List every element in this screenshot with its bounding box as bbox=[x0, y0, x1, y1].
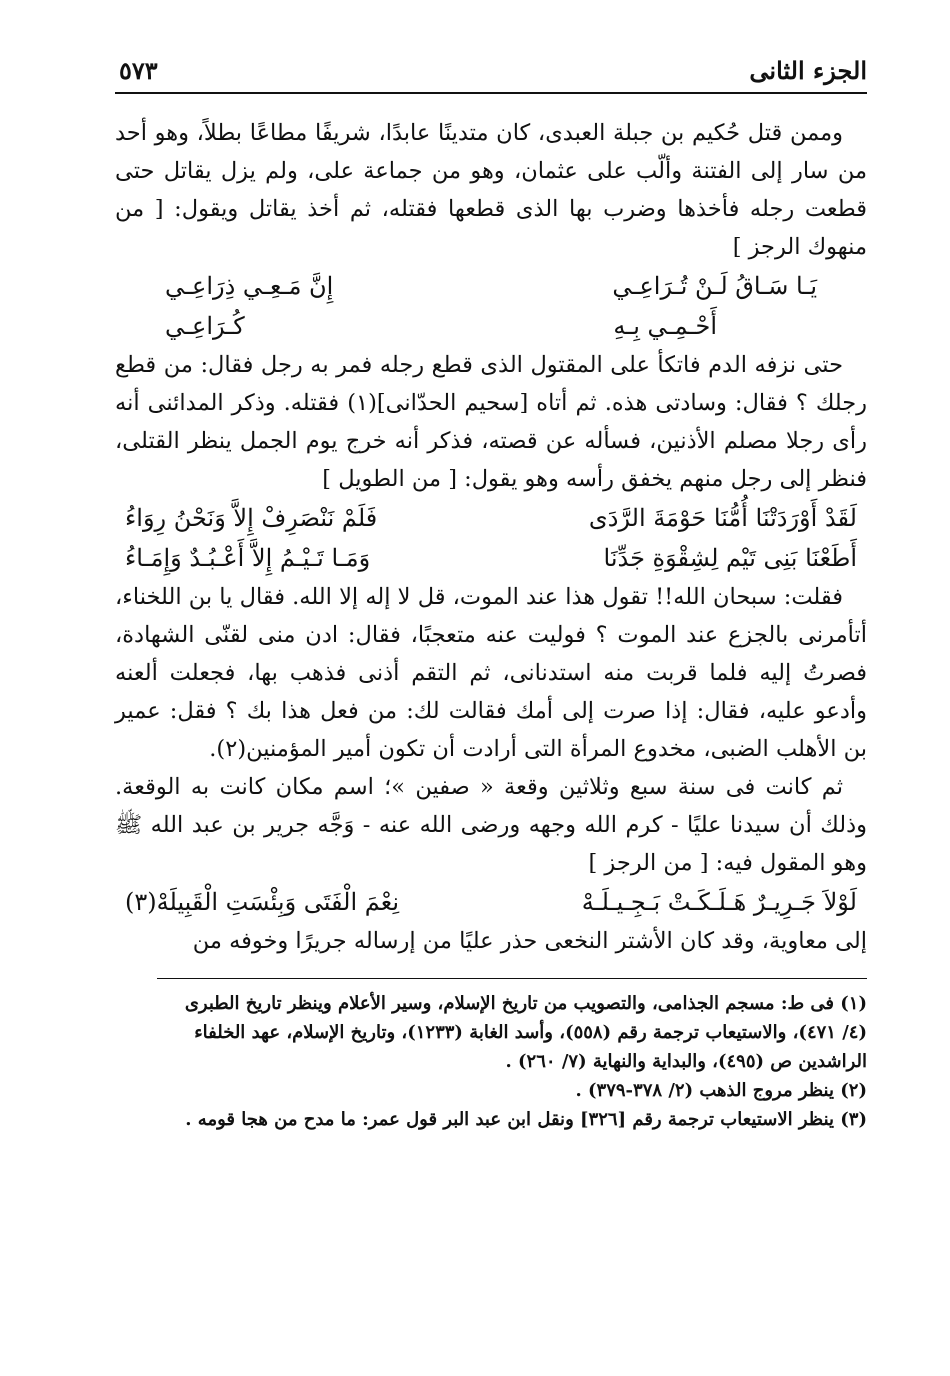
footnotes bbox=[157, 978, 867, 1134]
verse-hemistich: نِعْمَ الْفَتَى وَبِئْسَتِ الْقَبِيلَهْ(٣) bbox=[125, 888, 400, 916]
verse-line-3 bbox=[115, 498, 867, 538]
verse-hemistich: إِنَّ مَـعِـي ذِرَاعِـي bbox=[165, 272, 334, 300]
paragraph-3: فقلت: سبحان الله!! تقول هذا عند الموت، قل لا إله إلا الله. فقال يا بن اللخناء، أتأمرنى بالجزع عند الموت ؟ فوليت عنه متعجبًا، فقال: ادن منى لقنّى الشهادة، فصرتُ إليه فلما قربت منه استدنانى، ثم التقم أذنى فذهب بها، فجعلت ألعنه وأدعو عليه، فقال: إذا صرت إلى أمك فقالت لك: من فعل هذا بك ؟ فقل: عمير بن الأهلب الضبى، مخدوع المرأة التى أرادت أن تكون أمير المؤمنين(٢). bbox=[115, 584, 867, 762]
paragraph-1: وممن قتل حُكيم بن جبلة العبدى، كان متدينًا عابدًا، شريفًا مطاعًا بطلاً، وهو أحد من سار إلى الفتنة وألّب على عثمان، وهو من جماعة على، ولم يزل يقاتل حتى قطعت رجله فأخذها وضرب بها الذى قطعها فقتله، ثم أخذ يقاتل ويقول: [ من منهوك الرجز ] bbox=[115, 120, 867, 260]
verse-line-5 bbox=[115, 882, 867, 922]
paragraph-5: إلى معاوية، وقد كان الأشتر النخعى حذر عليًا من إرساله جريرًا وخوفه من bbox=[192, 928, 867, 954]
verse-hemistich: أَطَعْنَا بَنِى تَيْم لِشِقْوَةِ جَدِّنَا bbox=[603, 544, 857, 572]
paragraph-4: ثم كانت فى سنة سبع وثلاثين وقعة « صفين »؛ اسم مكان كانت به الوقعة. وذلك أن سيدنا عليًا - كرم الله وجهه ورضى الله عنه - وَجَّه جرير بن عبد الله ﷺ وهو المقول فيه: [ من الرجز ] bbox=[115, 774, 867, 876]
verse-hemistich: فَلَمْ نَنْصَرِفْ إِلاَّ وَنَحْنُ رِوَاءُ bbox=[125, 504, 378, 532]
footnote-1: (١) فى ط: مسجم الجذامى، والتصويب من تاريخ الإسلام، وسير الأعلام وينظر تاريخ الطبرى (٤/ ٤٧١)، والاستيعاب ترجمة رقم (٥٥٨)، وأسد الغابة (١٢٣٣)، وتاريخ الإسلام، عهد الخلفاء الراشدين ص (٤٩٥)، والبداية والنهاية (٧/ ٢٦٠) . bbox=[184, 993, 867, 1072]
verse-line-2 bbox=[115, 306, 867, 346]
verse-line-4 bbox=[115, 538, 867, 578]
verse-hemistich: يَـا سَـاقُ لَـنْ تُـرَاعِـي bbox=[612, 272, 817, 300]
paragraph-2: حتى نزفه الدم فاتكأ على المقتول الذى قطع رجله فمر به رجل فقال: من قطع رجلك ؟ فقال: وسادتى هذه. ثم أتاه [سحيم الحدّانى](١) فقتله. وذكر المدائنى أنه رأى رجلا مصلم الأذنين، فسأله عن قصته، فذكر أنه خرج يوم الجمل ينظر القتلى، فنظر إلى رجل منهم يخفق رأسه وهو يقول: [ من الطويل ] bbox=[115, 352, 867, 492]
running-title: الجزء الثانى bbox=[749, 56, 867, 85]
verse-hemistich: أَحْـمِـي بِـهِ bbox=[613, 312, 717, 340]
footnote-3: (٣) ينظر الاستيعاب ترجمة رقم [٣٢٦] ونقل ابن عبد البر قول عمر: ما مدح من هجا قومه . bbox=[185, 1109, 867, 1130]
verse-line-1 bbox=[115, 266, 867, 306]
verse-hemistich: لَقَدْ أَوْرَدَتْنَا أُمُّنَا حَوْمَةَ الرَّدَى bbox=[588, 504, 857, 532]
main-text bbox=[115, 114, 867, 960]
footnote-2: (٢) ينظر مروج الذهب (٢/ ٣٧٨-٣٧٩) . bbox=[575, 1080, 867, 1101]
verse-hemistich: وَمَـا تَـيْـمُ إِلاَّ أَعْـبُـدٌ وَإِمَـاءُ bbox=[125, 544, 371, 572]
page-header bbox=[115, 48, 867, 94]
verse-hemistich: لَوْلاَ جَـرِيـرٌ هَـلَـكَـتْ بَـجِـيـلَـهْ bbox=[581, 888, 857, 916]
page-number: ٥٧٣ bbox=[119, 56, 158, 85]
book-page bbox=[115, 48, 867, 1338]
verse-hemistich: كُـرَاعِـي bbox=[165, 312, 245, 340]
